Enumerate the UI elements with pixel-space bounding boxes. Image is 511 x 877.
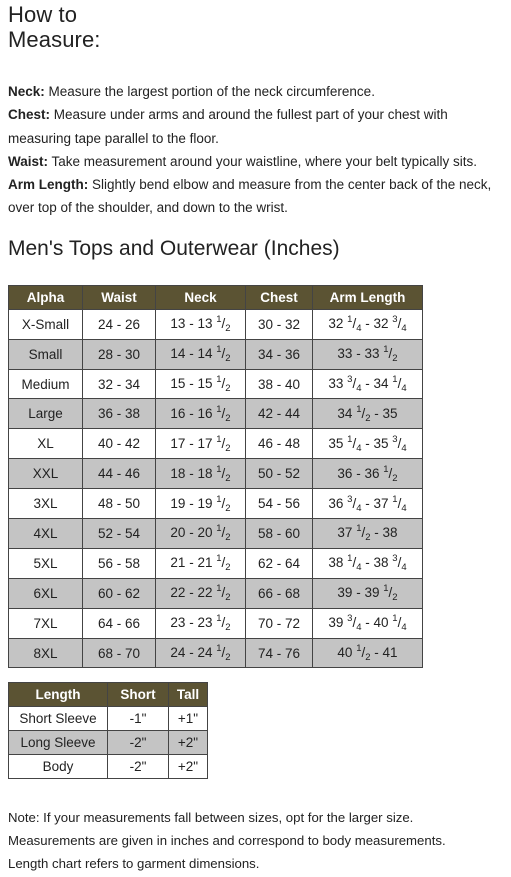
size-cell-chest: 70 - 72 (246, 608, 313, 638)
size-cell-alpha: XL (9, 429, 83, 459)
length-chart-header-row (9, 683, 208, 707)
size-cell-neck: 22 - 22 $^1/_2$ (156, 578, 246, 608)
size-cell-neck: 17 - 17 $^1/_2$ (156, 429, 246, 459)
definition-term: Waist: (8, 153, 48, 169)
column-header-length: Length (9, 683, 108, 707)
size-cell-chest: 30 - 32 (246, 309, 313, 339)
size-chart-title: Men's Tops and Outerwear (Inches) (8, 236, 340, 260)
column-header-chest: Chest (246, 285, 313, 309)
size-chart-body (9, 309, 423, 668)
length-row (9, 731, 208, 755)
size-cell-waist: 68 - 70 (83, 638, 156, 668)
size-chart-table (8, 285, 423, 669)
size-row (9, 339, 423, 369)
size-cell-waist: 60 - 62 (83, 578, 156, 608)
size-cell-arm: 33 - 33 $^1/_2$ (313, 339, 423, 369)
size-cell-waist: 36 - 38 (83, 399, 156, 429)
size-cell-neck: 16 - 16 $^1/_2$ (156, 399, 246, 429)
note-line: Note: If your measurements fall between sizes, opt for the larger size. (8, 810, 414, 826)
size-cell-chest: 74 - 76 (246, 638, 313, 668)
size-cell-arm: 34 $^1/_2 - 35$ (313, 399, 423, 429)
column-header-waist: Waist (83, 285, 156, 309)
size-cell-waist: 28 - 30 (83, 339, 156, 369)
definition-text: Measure under arms and around the fullest part of your chest with measuring tape parallel to the floor. (8, 107, 448, 146)
size-cell-chest: 62 - 64 (246, 548, 313, 578)
length-cell-label: Short Sleeve (9, 707, 108, 731)
size-cell-arm: 38 $^1/_4 - 38$ $^3/_4$ (313, 548, 423, 578)
size-cell-arm: 37 $^1/_2 - 38$ (313, 519, 423, 549)
size-cell-chest: 54 - 56 (246, 489, 313, 519)
length-cell-tall: +1" (169, 707, 208, 731)
size-cell-chest: 58 - 60 (246, 519, 313, 549)
size-row (9, 548, 423, 578)
size-cell-waist: 40 - 42 (83, 429, 156, 459)
measurement-definitions (8, 80, 508, 220)
size-cell-waist: 56 - 58 (83, 548, 156, 578)
size-cell-waist: 64 - 66 (83, 608, 156, 638)
size-cell-neck: 20 - 20 $^1/_2$ (156, 519, 246, 549)
size-cell-alpha: 4XL (9, 519, 83, 549)
size-cell-neck: 13 - 13 $^1/_2$ (156, 309, 246, 339)
size-cell-arm: 33 $^3/_4 - 34$ $^1/_4$ (313, 369, 423, 399)
size-cell-alpha: Small (9, 339, 83, 369)
size-cell-arm: 35 $^1/_4 - 35$ $^3/_4$ (313, 429, 423, 459)
size-cell-alpha: 5XL (9, 548, 83, 578)
length-cell-label: Body (9, 755, 108, 779)
length-cell-short: -2" (108, 755, 169, 779)
size-cell-chest: 50 - 52 (246, 459, 313, 489)
size-cell-waist: 52 - 54 (83, 519, 156, 549)
size-cell-arm: 36 $^3/_4 - 37$ $^1/_4$ (313, 489, 423, 519)
size-cell-alpha: 6XL (9, 578, 83, 608)
length-row (9, 755, 208, 779)
size-cell-neck: 23 - 23 $^1/_2$ (156, 608, 246, 638)
note-line: Measurements are given in inches and correspond to body measurements. (8, 833, 446, 849)
size-cell-neck: 19 - 19 $^1/_2$ (156, 489, 246, 519)
definition-text: Take measurement around your waistline, where your belt typically sits. (48, 153, 477, 169)
size-cell-neck: 15 - 15 $^1/_2$ (156, 369, 246, 399)
length-cell-tall: +2" (169, 731, 208, 755)
size-cell-arm: 40 $^1/_2 - 41$ (313, 638, 423, 668)
size-cell-chest: 66 - 68 (246, 578, 313, 608)
size-row (9, 399, 423, 429)
size-cell-alpha: 7XL (9, 608, 83, 638)
size-row (9, 369, 423, 399)
length-cell-short: -1" (108, 707, 169, 731)
length-cell-label: Long Sleeve (9, 731, 108, 755)
size-cell-waist: 44 - 46 (83, 459, 156, 489)
size-cell-chest: 46 - 48 (246, 429, 313, 459)
size-cell-arm: 32 $^1/_4 - 32$ $^3/_4$ (313, 309, 423, 339)
size-row (9, 519, 423, 549)
size-row (9, 578, 423, 608)
size-cell-chest: 34 - 36 (246, 339, 313, 369)
size-cell-alpha: Medium (9, 369, 83, 399)
definition-neck (8, 80, 508, 103)
size-cell-neck: 18 - 18 $^1/_2$ (156, 459, 246, 489)
definition-chest (8, 103, 508, 150)
size-row (9, 608, 423, 638)
length-cell-tall: +2" (169, 755, 208, 779)
definition-term: Neck: (8, 84, 45, 99)
length-chart-table (8, 682, 208, 779)
column-header-neck: Neck (156, 285, 246, 309)
size-row (9, 429, 423, 459)
column-header-short: Short (108, 683, 169, 707)
size-cell-waist: 32 - 34 (83, 369, 156, 399)
size-row (9, 459, 423, 489)
size-row (9, 309, 423, 339)
size-cell-chest: 42 - 44 (246, 399, 313, 429)
size-cell-arm: 39 $^3/_4 - 40$ $^1/_4$ (313, 608, 423, 638)
length-chart-body (9, 707, 208, 779)
size-cell-waist: 24 - 26 (83, 309, 156, 339)
definition-term: Arm Length: (8, 177, 89, 193)
size-cell-alpha: X-Small (9, 309, 83, 339)
size-cell-alpha: 3XL (9, 489, 83, 519)
size-row (9, 489, 423, 519)
size-cell-chest: 38 - 40 (246, 369, 313, 399)
size-cell-alpha: 8XL (9, 638, 83, 668)
column-header-tall: Tall (169, 683, 208, 707)
size-cell-arm: 39 - 39 $^1/_2$ (313, 578, 423, 608)
size-row (9, 638, 423, 668)
definition-arm-length (8, 173, 508, 220)
definition-text: Measure the largest portion of the neck circumference. (44, 84, 375, 99)
column-header-arm-length: Arm Length (313, 285, 423, 309)
size-chart-header-row (9, 285, 423, 309)
measure-guide (8, 0, 508, 875)
note-line: Length chart refers to garment dimensions. (8, 856, 260, 872)
page-title: How to Measure: (8, 2, 101, 52)
size-cell-neck: 14 - 14 $^1/_2$ (156, 339, 246, 369)
size-cell-arm: 36 - 36 $^1/_2$ (313, 459, 423, 489)
size-cell-waist: 48 - 50 (83, 489, 156, 519)
definition-waist (8, 150, 508, 173)
size-cell-neck: 24 - 24 $^1/_2$ (156, 638, 246, 668)
size-cell-alpha: XXL (9, 459, 83, 489)
size-cell-neck: 21 - 21 $^1/_2$ (156, 548, 246, 578)
definition-term: Chest: (8, 107, 51, 123)
length-cell-short: -2" (108, 731, 169, 755)
size-cell-alpha: Large (9, 399, 83, 429)
notes (8, 806, 508, 875)
length-row (9, 707, 208, 731)
definition-text: Slightly bend elbow and measure from the center back of the neck, over top of the shoulder, and down to the wrist. (8, 177, 492, 216)
column-header-alpha: Alpha (9, 285, 83, 309)
